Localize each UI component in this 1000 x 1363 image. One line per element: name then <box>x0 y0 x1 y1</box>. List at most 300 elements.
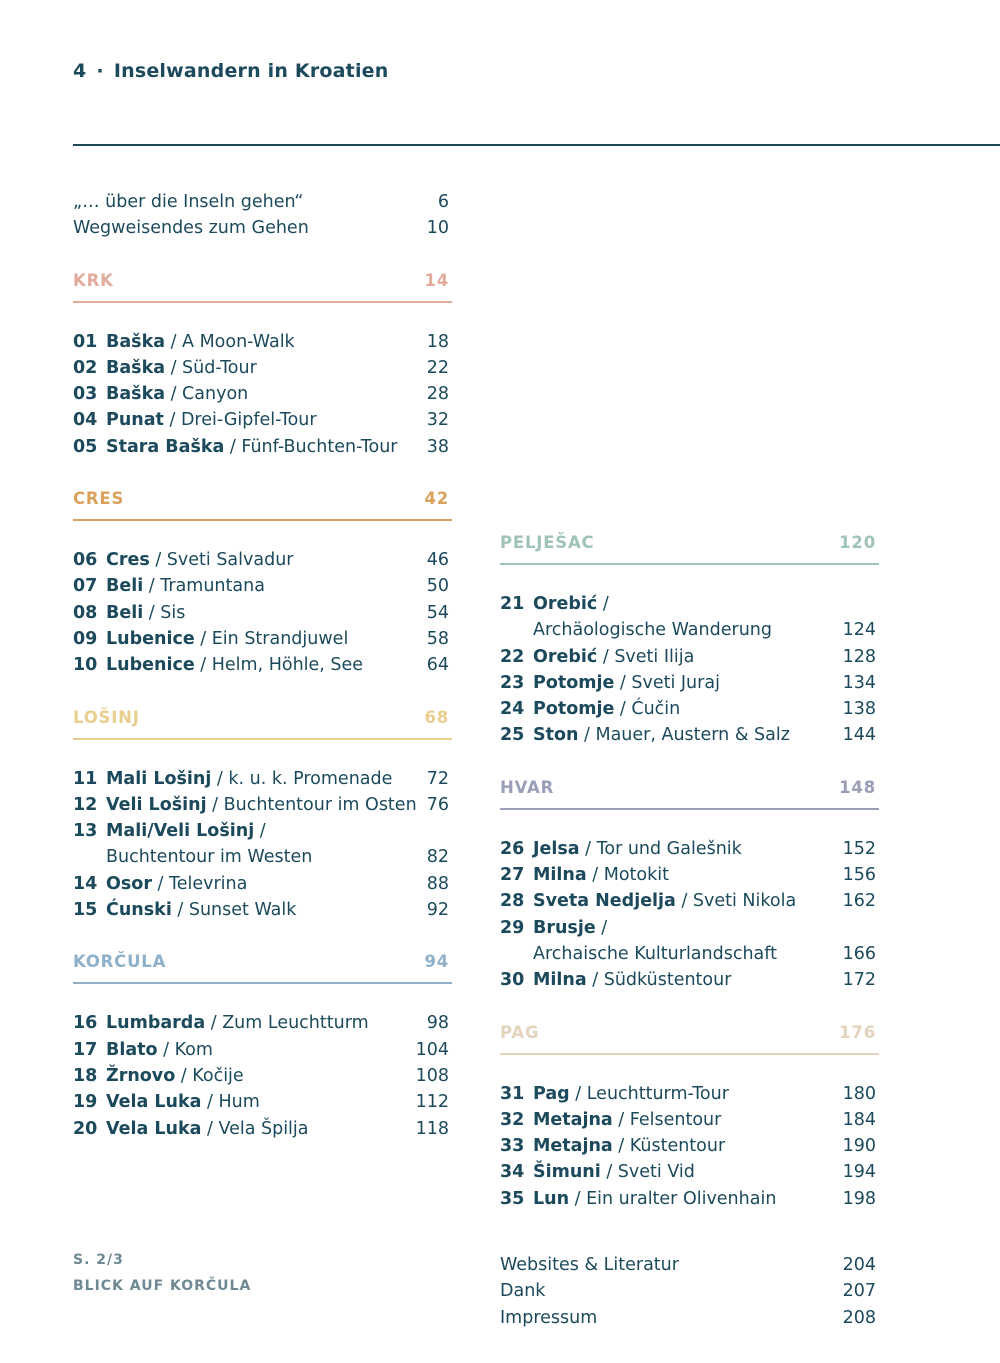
section-entry-list <box>500 836 879 994</box>
toc-appendix <box>500 1252 879 1331</box>
toc-entry-page: 38 <box>426 436 449 457</box>
tour-title: Felsentour <box>629 1109 722 1130</box>
tour-number: 16 <box>73 1013 98 1034</box>
tour-separator: / <box>586 970 604 991</box>
caption-text: BLICK AUF KORČULA <box>73 1278 252 1294</box>
toc-entry-label <box>73 381 248 407</box>
tour-title: Ein uralter Olivenhain <box>586 1188 777 1209</box>
tour-title: Archaische Kulturlandschaft <box>533 943 778 964</box>
toc-entry-row[interactable] <box>73 434 452 460</box>
tour-title: Fünf-Buchten-Tour <box>241 436 398 457</box>
tour-number: 09 <box>73 628 98 649</box>
tour-title: Sveti Salvadur <box>166 550 294 571</box>
toc-entry-row[interactable] <box>73 626 452 652</box>
toc-entry-label <box>500 941 777 967</box>
toc-entry-label <box>73 547 293 573</box>
toc-entry-label <box>73 626 348 652</box>
tour-separator: / <box>579 838 597 859</box>
toc-entry-row[interactable] <box>500 1081 879 1107</box>
tour-separator: / <box>151 873 169 894</box>
tour-place: Sveta Nedjelja <box>533 891 676 912</box>
toc-entry-row[interactable] <box>500 617 879 643</box>
toc-entry-label <box>73 355 257 381</box>
tour-separator: / <box>612 1136 630 1157</box>
toc-entry-row[interactable] <box>73 600 452 626</box>
tour-separator: / <box>675 891 693 912</box>
tour-title: Kočije <box>192 1065 244 1086</box>
tour-number: 25 <box>500 725 525 746</box>
section-name: PELJEŠAC <box>500 533 595 552</box>
toc-entry-label <box>73 871 247 897</box>
toc-entry-page: 152 <box>842 838 876 859</box>
tour-title: Ćučin <box>631 699 681 720</box>
toc-entry-label <box>73 1010 369 1036</box>
toc-entry-page: 76 <box>426 794 449 815</box>
tour-place: Potomje <box>533 672 615 693</box>
toc-sections-right <box>500 531 879 1212</box>
tour-place: Žrnovo <box>106 1065 176 1086</box>
tour-number: 14 <box>73 873 98 894</box>
section-page: 120 <box>839 533 876 552</box>
toc-entry-label <box>500 967 731 993</box>
toc-entry-page: 172 <box>842 970 876 991</box>
toc-entry-page: 128 <box>842 646 876 667</box>
toc-entry-page: 28 <box>426 384 449 405</box>
section-name: CRES <box>73 489 125 509</box>
tour-separator: / <box>206 794 224 815</box>
toc-entry-row[interactable] <box>500 967 879 993</box>
toc-entry-label <box>500 1133 725 1159</box>
tour-number: 08 <box>73 602 98 623</box>
tour-title: Ein Strandjuwel <box>211 628 349 649</box>
toc-entry-label <box>500 915 607 941</box>
tour-place: Lubenice <box>106 655 195 676</box>
toc-sections-left <box>73 269 452 1142</box>
toc-entry-label <box>73 652 363 678</box>
toc-appendix-row[interactable] <box>500 1278 879 1304</box>
tour-place: Lubenice <box>106 628 195 649</box>
tour-separator: / <box>612 1109 630 1130</box>
tour-place: Brusje <box>533 917 596 938</box>
section-heading[interactable] <box>500 1021 879 1055</box>
header-rule <box>73 144 1000 146</box>
toc-entry-label <box>500 862 669 888</box>
toc-entry-row[interactable] <box>500 670 879 696</box>
tour-title: Kom <box>174 1039 213 1060</box>
tour-number: 12 <box>73 794 98 815</box>
tour-separator: / <box>194 655 212 676</box>
running-header <box>73 60 388 82</box>
tour-separator: / <box>597 646 615 667</box>
toc-entry-page: 194 <box>842 1162 876 1183</box>
toc-entry-page: 92 <box>426 900 449 921</box>
toc-entry-label <box>73 1089 260 1115</box>
section-entry-list <box>500 1081 879 1212</box>
tour-place: Baška <box>106 331 166 352</box>
tour-title: Sveti Juraj <box>631 672 720 693</box>
tour-number: 03 <box>73 384 98 405</box>
toc-entry-page: 166 <box>842 943 876 964</box>
toc-entry-page: 180 <box>842 1083 876 1104</box>
toc-entry-label <box>500 1081 729 1107</box>
toc-entry-label <box>500 836 742 862</box>
tour-separator: / <box>578 725 596 746</box>
toc-column-left <box>73 189 452 1142</box>
toc-entry-row[interactable] <box>500 1159 879 1185</box>
tour-number: 35 <box>500 1188 525 1209</box>
tour-title: k. u. k. Promenade <box>228 768 393 789</box>
toc-entry-row[interactable] <box>73 871 452 897</box>
toc-entry-label <box>500 617 772 643</box>
toc-entry-page: 32 <box>426 410 449 431</box>
toc-entry-row[interactable] <box>73 766 452 792</box>
toc-entry-row[interactable] <box>500 915 879 941</box>
section-name: KORČULA <box>73 952 167 972</box>
tour-title: Sveti Vid <box>617 1162 695 1183</box>
toc-entry-row[interactable] <box>73 792 452 818</box>
toc-entry-row[interactable] <box>73 844 452 870</box>
section-heading[interactable] <box>73 950 452 984</box>
toc-entry-page: 138 <box>842 699 876 720</box>
tour-place: Orebić <box>533 646 598 667</box>
tour-number: 17 <box>73 1039 98 1060</box>
toc-entry-page: 72 <box>426 768 449 789</box>
tour-number: 24 <box>500 699 525 720</box>
toc-entry-page: 64 <box>426 655 449 676</box>
tour-place: Blato <box>106 1039 158 1060</box>
toc-entry-label <box>500 1186 776 1212</box>
tour-title: Buchtentour im Osten <box>223 794 417 815</box>
toc-entry-row[interactable] <box>500 836 879 862</box>
toc-entry-page: 118 <box>415 1118 449 1139</box>
toc-entry-page: 204 <box>842 1255 876 1276</box>
toc-entry-row[interactable] <box>73 329 452 355</box>
toc-intro <box>73 189 452 242</box>
toc-entry-page: 208 <box>842 1307 876 1328</box>
tour-place: Osor <box>106 873 152 894</box>
tour-number: 05 <box>73 436 98 457</box>
tour-number: 30 <box>500 970 525 991</box>
tour-number: 34 <box>500 1162 525 1183</box>
tour-title: Archäologische Wanderung <box>533 620 772 641</box>
tour-separator: / <box>165 357 183 378</box>
tour-separator: / <box>163 410 181 431</box>
toc-entry-row[interactable] <box>500 862 879 888</box>
tour-title: Sunset Walk <box>188 900 297 921</box>
toc-entry-label <box>500 1107 721 1133</box>
tour-title: Zum Leuchtturm <box>222 1013 369 1034</box>
toc-entry-row[interactable] <box>73 355 452 381</box>
toc-entry-page: 22 <box>426 357 449 378</box>
toc-entry-label <box>73 600 185 626</box>
tour-title: Sveti Nikola <box>692 891 797 912</box>
tour-place: Vela Luka <box>106 1118 202 1139</box>
section-entry-list <box>73 1010 452 1141</box>
toc-entry-page: 144 <box>842 725 876 746</box>
tour-number: 01 <box>73 331 98 352</box>
tour-place: Mali Lošinj <box>106 768 212 789</box>
toc-entry-label <box>73 818 266 844</box>
toc-intro-row[interactable] <box>73 215 452 241</box>
tour-title: Sveti Ilija <box>614 646 695 667</box>
tour-place: Jelsa <box>533 838 580 859</box>
tour-title: Motokit <box>603 865 669 886</box>
tour-title: Buchtentour im Westen <box>106 847 313 868</box>
section-page: 148 <box>839 777 876 797</box>
toc-entry-page: 58 <box>426 628 449 649</box>
toc-entry-row[interactable] <box>500 941 879 967</box>
toc-entry-page: 207 <box>842 1281 876 1302</box>
photo-caption <box>73 1247 251 1299</box>
toc-entry-page: 6 <box>437 192 449 212</box>
toc-entry-row[interactable] <box>500 644 879 670</box>
toc-entry-title: Impressum <box>500 1307 598 1328</box>
toc-entry-page: 190 <box>842 1136 876 1157</box>
toc-entry-page: 198 <box>842 1188 876 1209</box>
tour-separator: / <box>224 436 242 457</box>
toc-entry-label <box>73 1063 244 1089</box>
section-entry-list <box>73 766 452 924</box>
tour-separator: / <box>165 331 183 352</box>
tour-place: Cres <box>106 550 150 571</box>
tour-separator: / <box>194 628 212 649</box>
tour-separator: / <box>586 865 604 886</box>
tour-title: Mauer, Austern & Salz <box>595 725 790 746</box>
tour-separator: / <box>171 900 189 921</box>
toc-entry-row[interactable] <box>73 818 452 844</box>
toc-entry-page: 124 <box>842 620 876 641</box>
tour-number: 21 <box>500 594 525 614</box>
section-page: 176 <box>839 1022 876 1042</box>
section-page: 68 <box>424 707 449 727</box>
toc-entry-row[interactable] <box>73 547 452 573</box>
header-title: Inselwandern in Kroatien <box>113 60 389 82</box>
tour-place: Šimuni <box>533 1162 601 1183</box>
section-name: PAG <box>500 1022 540 1042</box>
tour-title: Süd-Tour <box>182 357 257 378</box>
tour-number: 07 <box>73 576 98 597</box>
toc-entry-label <box>500 888 796 914</box>
toc-entry-page: 108 <box>415 1065 449 1086</box>
toc-entry-row[interactable] <box>73 1037 452 1063</box>
toc-entry-row[interactable] <box>73 897 452 923</box>
toc-entry-page: 112 <box>415 1092 449 1113</box>
section-heading[interactable] <box>73 269 452 303</box>
toc-entry-label <box>500 644 694 670</box>
section-name: LOŠINJ <box>73 707 140 727</box>
toc-entry-row[interactable] <box>73 573 452 599</box>
toc-entry-page: 104 <box>415 1039 449 1060</box>
toc-entry-page: 82 <box>426 847 449 868</box>
tour-title: Hum <box>218 1092 260 1113</box>
tour-separator: / <box>569 1083 587 1104</box>
toc-entry-label <box>500 670 720 696</box>
tour-number: 33 <box>500 1136 525 1157</box>
toc-entry-label <box>73 1116 309 1142</box>
tour-title: Küstentour <box>629 1136 726 1157</box>
tour-title: Drei-Gipfel-Tour <box>180 410 317 431</box>
header-separator: · <box>96 60 104 82</box>
caption-page-ref: S. 2/3 <box>73 1252 124 1268</box>
tour-separator: / <box>165 384 183 405</box>
toc-entry-page: 10 <box>426 218 449 239</box>
toc-intro-row[interactable] <box>73 189 452 215</box>
toc-entry-label <box>500 591 609 617</box>
toc-entry-row[interactable] <box>500 1133 879 1159</box>
tour-number: 13 <box>73 821 98 842</box>
toc-entry-page: 134 <box>842 672 876 693</box>
tour-number: 18 <box>73 1065 98 1086</box>
toc-entry-row[interactable] <box>73 1116 452 1142</box>
toc-appendix-row[interactable] <box>500 1305 879 1331</box>
toc-entry-row[interactable] <box>73 381 452 407</box>
tour-place: Milna <box>533 865 587 886</box>
tour-place: Ćunski <box>106 900 172 921</box>
toc-entry-page: 50 <box>426 576 449 597</box>
tour-number: 26 <box>500 838 525 859</box>
tour-title: Leuchtturm-Tour <box>586 1083 729 1104</box>
toc-entry-label <box>73 573 265 599</box>
tour-number: 32 <box>500 1109 525 1130</box>
tour-separator: / <box>201 1092 219 1113</box>
toc-entry-row[interactable] <box>73 652 452 678</box>
tour-number: 23 <box>500 672 525 693</box>
tour-number: 02 <box>73 357 98 378</box>
tour-separator: / <box>211 768 229 789</box>
tour-separator: / <box>157 1039 175 1060</box>
tour-number: 10 <box>73 655 98 676</box>
tour-title: Televrina <box>168 873 248 894</box>
section-heading[interactable] <box>73 487 452 521</box>
toc-entry-label <box>73 329 295 355</box>
tour-number: 31 <box>500 1083 525 1104</box>
section-page: 14 <box>424 270 449 290</box>
tour-number: 11 <box>73 768 98 789</box>
toc-entry-title: Dank <box>500 1281 546 1302</box>
section-heading[interactable] <box>500 776 879 810</box>
tour-place: Beli <box>106 602 144 623</box>
section-page: 94 <box>424 952 449 972</box>
section-entry-list <box>73 547 452 678</box>
section-entry-list <box>500 591 879 749</box>
header-page-number: 4 <box>73 60 87 82</box>
tour-separator: / <box>175 1065 193 1086</box>
tour-number: 15 <box>73 900 98 921</box>
toc-entry-title: „… über die Inseln gehen“ <box>73 192 304 212</box>
toc-entry-row[interactable] <box>500 591 879 617</box>
toc-entry-title: Websites & Literatur <box>500 1255 679 1276</box>
toc-entry-row[interactable] <box>73 1063 452 1089</box>
tour-separator: / <box>600 1162 618 1183</box>
tour-place: Potomje <box>533 699 615 720</box>
toc-entry-row[interactable] <box>73 1010 452 1036</box>
tour-place: Vela Luka <box>106 1092 202 1113</box>
tour-separator: / <box>201 1118 219 1139</box>
toc-entry-label <box>500 1159 695 1185</box>
toc-entry-page: 156 <box>842 865 876 886</box>
toc-entry-label <box>73 897 296 923</box>
tour-title: Canyon <box>182 384 249 405</box>
tour-number: 20 <box>73 1118 98 1139</box>
toc-entry-row[interactable] <box>500 888 879 914</box>
toc-entry-page: 18 <box>426 331 449 352</box>
tour-number: 29 <box>500 917 525 938</box>
tour-separator: / <box>254 821 266 842</box>
tour-separator: / <box>143 602 161 623</box>
section-name: HVAR <box>500 777 555 797</box>
section-heading[interactable] <box>73 706 452 740</box>
tour-number: 06 <box>73 550 98 571</box>
tour-place: Lumbarda <box>106 1013 206 1034</box>
toc-appendix-row[interactable] <box>500 1252 879 1278</box>
tour-place: Baška <box>106 357 166 378</box>
tour-separator: / <box>595 917 608 938</box>
tour-separator: / <box>569 1188 587 1209</box>
toc-entry-label <box>500 696 680 722</box>
section-name: KRK <box>73 270 114 290</box>
tour-title: Südküstentour <box>603 970 732 991</box>
toc-entry-row[interactable] <box>500 1186 879 1212</box>
tour-title: Sis <box>160 602 186 623</box>
tour-separator: / <box>143 576 161 597</box>
toc-entry-title: Wegweisendes zum Gehen <box>73 218 309 239</box>
section-page: 42 <box>424 489 449 509</box>
toc-entry-page: 98 <box>426 1013 449 1034</box>
toc-entry-row[interactable] <box>73 1089 452 1115</box>
tour-separator: / <box>614 699 632 720</box>
tour-number: 19 <box>73 1092 98 1113</box>
tour-place: Orebić <box>533 594 598 614</box>
tour-separator: / <box>614 672 632 693</box>
toc-entry-label <box>73 766 392 792</box>
toc-entry-page: 88 <box>426 873 449 894</box>
tour-number: 22 <box>500 646 525 667</box>
tour-separator: / <box>205 1013 223 1034</box>
tour-title: A Moon-Walk <box>182 331 295 352</box>
tour-number: 27 <box>500 865 525 886</box>
toc-entry-label <box>73 1037 213 1063</box>
toc-entry-label <box>73 792 417 818</box>
tour-place: Stara Baška <box>106 436 225 457</box>
tour-place: Lun <box>533 1188 570 1209</box>
tour-number: 04 <box>73 410 98 431</box>
toc-entry-row[interactable] <box>500 696 879 722</box>
tour-separator: / <box>597 594 609 614</box>
tour-number: 28 <box>500 891 525 912</box>
toc-entry-page: 54 <box>426 602 449 623</box>
toc-entry-label <box>500 722 790 748</box>
tour-place: Beli <box>106 576 144 597</box>
tour-title: Vela Špilja <box>218 1118 309 1139</box>
toc-column-right <box>500 531 879 1331</box>
toc-entry-label <box>73 844 312 870</box>
tour-title: Tramuntana <box>160 576 265 597</box>
section-entry-list <box>73 329 452 460</box>
tour-place: Punat <box>106 410 164 431</box>
tour-place: Metajna <box>533 1109 613 1130</box>
toc-entry-row[interactable] <box>73 407 452 433</box>
tour-place: Ston <box>533 725 579 746</box>
tour-title: Tor und Galešnik <box>596 838 742 859</box>
tour-place: Baška <box>106 384 166 405</box>
toc-entry-row[interactable] <box>500 1107 879 1133</box>
toc-entry-page: 46 <box>426 550 449 571</box>
section-heading[interactable] <box>500 531 879 565</box>
toc-entry-row[interactable] <box>500 722 879 748</box>
toc-entry-label <box>73 407 317 433</box>
tour-title: Helm, Höhle, See <box>211 655 364 676</box>
toc-entry-page: 184 <box>842 1109 876 1130</box>
